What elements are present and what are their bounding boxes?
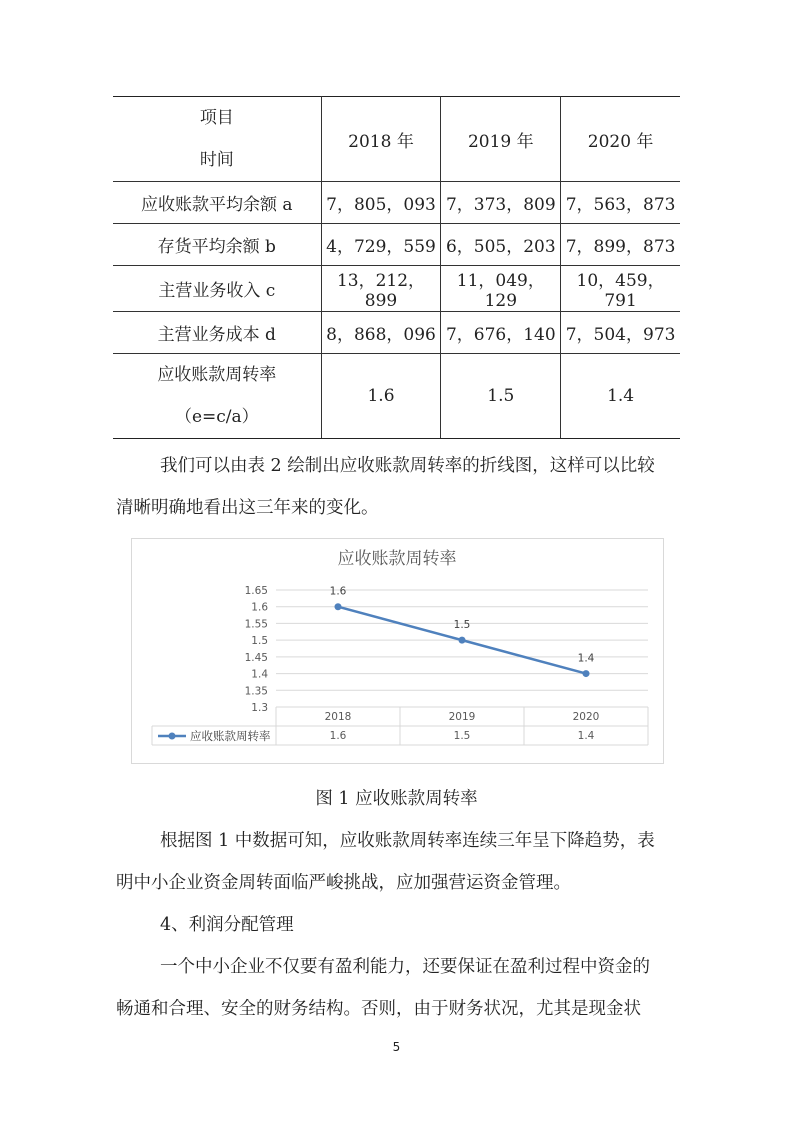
section-heading: [116, 904, 682, 946]
table-cell: 7，563，873: [561, 182, 680, 224]
legend-label: 应收账款周转率: [190, 729, 271, 743]
y-tick-label: 1.35: [244, 685, 268, 698]
table-cell: 4，729，559: [321, 224, 441, 266]
legend-marker: [169, 733, 176, 740]
table-cell: 8，868，096: [321, 312, 441, 354]
turnover-data-table: [113, 96, 680, 439]
turnover-label-line1: 应收账款周转率: [157, 365, 277, 385]
table-cell: 10，459，791: [561, 266, 680, 312]
row-label-turnover: [113, 354, 321, 439]
paragraph-analysis: [116, 820, 682, 904]
paragraph-line: 一个中小企业不仅要有盈利能力，还要保证在盈利过程中资金的: [160, 957, 650, 977]
paragraph-line: 清晰明确地看出这三年来的变化。: [116, 498, 379, 518]
table-cell: 7，504，973: [561, 312, 680, 354]
table-cell: 1.5: [441, 354, 561, 439]
header-year-2019: 2019 年: [441, 97, 561, 182]
table-cell: 7，676，140: [441, 312, 561, 354]
x-category-label: 2019: [448, 711, 476, 723]
y-tick-label: 1.4: [251, 668, 268, 681]
figure-caption: 图 1 应收账款周转率: [315, 789, 478, 809]
y-tick-label: 1.3: [251, 702, 268, 714]
y-tick-label: 1.5: [251, 635, 268, 648]
y-tick-label: 1.6: [251, 601, 268, 614]
chart-canvas: [132, 539, 663, 763]
y-tick-label: 1.65: [244, 585, 268, 597]
paragraph-line: 根据图 1 中数据可知，应收账款周转率连续三年呈下降趋势，表: [160, 831, 655, 851]
row-label: 存货平均余额 b: [113, 224, 321, 266]
table-row: [113, 266, 680, 312]
header-year-2020: 2020 年: [561, 97, 680, 182]
paragraph-intro: [116, 445, 682, 529]
table-cell: 1.4: [561, 354, 680, 439]
turnover-line-chart: [131, 538, 664, 764]
data-label: 1.6: [329, 585, 347, 598]
x-category-label: 2018: [324, 711, 352, 723]
table-row: [113, 312, 680, 354]
paragraph-line: 畅通和合理、安全的财务结构。否则，由于财务状况，尤其是现金状: [116, 999, 641, 1019]
data-table-value: 1.6: [329, 730, 347, 742]
header-item-label: 项目: [199, 108, 234, 128]
table-cell: 7，805，093: [321, 182, 441, 224]
data-point: [583, 670, 590, 677]
row-label: 应收账款平均余额 a: [113, 182, 321, 224]
header-corner-cell: [113, 97, 321, 182]
data-point: [335, 603, 342, 610]
table-cell: 7，899，873: [561, 224, 680, 266]
data-table-value: 1.5: [453, 730, 471, 742]
header-year-2018: 2018 年: [321, 97, 441, 182]
data-label: 1.5: [453, 619, 471, 632]
page-number: 5: [392, 1040, 401, 1054]
table-cell: 11，049，129: [441, 266, 561, 312]
row-label: 主营业务成本 d: [113, 312, 321, 354]
table-cell: 1.6: [321, 354, 441, 439]
table-row: [113, 224, 680, 266]
data-table-value: 1.4: [577, 730, 595, 742]
table-header-row: [113, 97, 680, 182]
header-time-label: 时间: [199, 150, 234, 170]
data-label: 1.4: [577, 652, 595, 665]
table-cell: 6，505，203: [441, 224, 561, 266]
data-point: [459, 637, 466, 644]
table-cell: 13，212，899: [321, 266, 441, 312]
paragraph-profit: [116, 946, 682, 1030]
y-tick-label: 1.45: [244, 651, 268, 664]
paragraph-line: 我们可以由表 2 绘制出应收账款周转率的折线图，这样可以比较: [160, 456, 655, 476]
table-row: [113, 182, 680, 224]
y-tick-label: 1.55: [244, 618, 268, 631]
table-row-turnover: [113, 354, 680, 439]
section-heading-text: 4、利润分配管理: [160, 915, 294, 935]
x-category-label: 2020: [572, 711, 600, 723]
chart-title: 应收账款周转率: [337, 549, 457, 569]
table-cell: 7，373，809: [441, 182, 561, 224]
row-label: 主营业务收入 c: [113, 266, 321, 312]
turnover-label-line2: （e=c/a）: [174, 407, 259, 427]
paragraph-line: 明中小企业资金周转面临严峻挑战，应加强营运资金管理。: [116, 873, 571, 893]
